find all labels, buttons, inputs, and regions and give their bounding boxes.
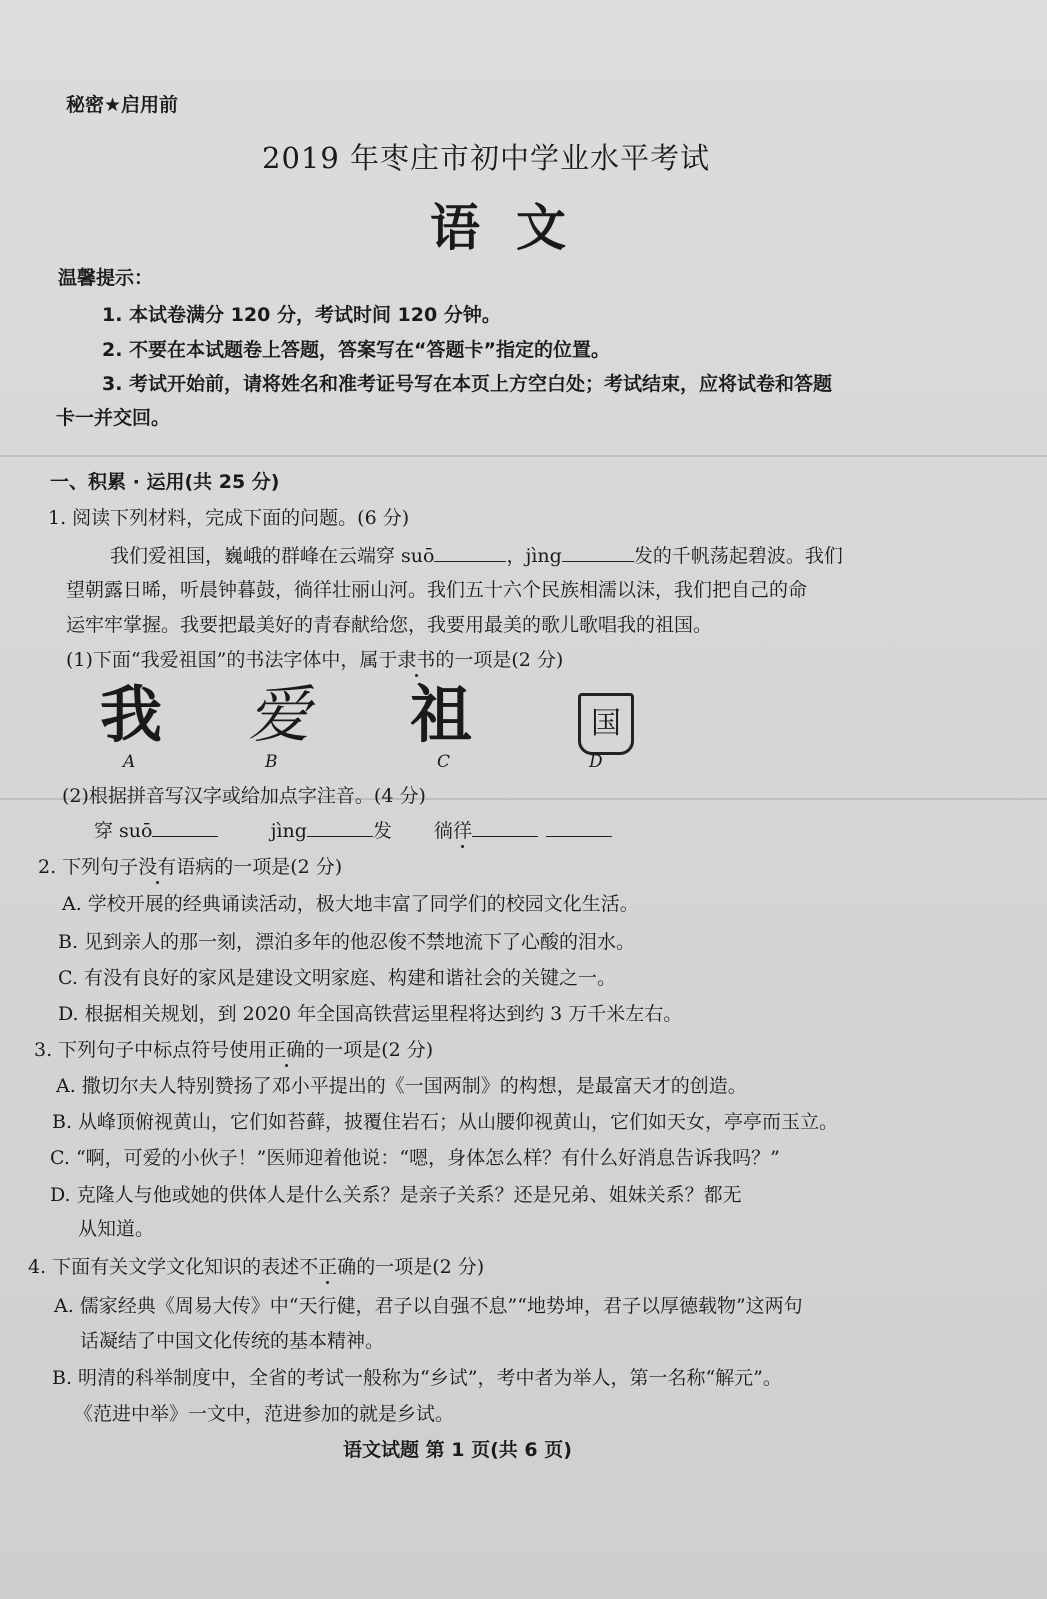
passage-line: 我们爱祖国，巍峨的群峰在云端穿 suō ，jìng 发的千帆荡起碧波。我们	[110, 545, 843, 567]
exam-title: 2019 年枣庄市初中学业水平考试	[262, 141, 711, 175]
passage-line: 运牢牢掌握。我要把最美好的青春献给您，我要用最美的歌儿歌唱我的祖国。	[66, 614, 713, 636]
answer-blank[interactable]	[472, 818, 538, 837]
tip-item: 3. 考试开始前，请将姓名和准考证号写在本页上方空白处；考试结束，应将试卷和答题	[102, 373, 833, 395]
sub-question-1: (1)下面“我爱祖国”的书法字体中，属于隶书的一项是(2 分)	[66, 649, 564, 671]
calligraphy-char-b: 爱	[248, 678, 311, 751]
option: B. 见到亲人的那一刻，漂泊多年的他忍俊不禁地流下了心酸的泪水。	[58, 931, 636, 953]
calligraphy-char-c: 祖	[410, 678, 473, 751]
answer-blank[interactable]	[546, 818, 612, 837]
answer-blank[interactable]	[434, 543, 506, 562]
calligraphy-char-a: 我	[100, 678, 163, 751]
sub-question-2: (2)根据拼音写汉字或给加点字注音。(4 分)	[62, 785, 426, 807]
calligraphy-char-d: 国	[578, 693, 634, 755]
question-1-stem: 1. 阅读下列材料，完成下面的问题。(6 分)	[48, 507, 410, 529]
option: D. 克隆人与他或她的供体人是什么关系？是亲子关系？还是兄弟、姐妹关系？都无	[50, 1184, 742, 1206]
option-letter: A	[123, 752, 136, 772]
option-letter: C	[437, 752, 451, 772]
option-continued: 从知道。	[78, 1218, 155, 1240]
tip-item: 1. 本试卷满分 120 分，考试时间 120 分钟。	[102, 304, 501, 326]
passage-line: 望朝露日晞，听晨钟暮鼓，徜徉壮丽山河。我们五十六个民族相濡以沫，我们把自己的命	[66, 579, 808, 601]
option-continued: 《范进中举》一文中，范进参加的就是乡试。	[74, 1403, 455, 1425]
option: C. “啊，可爱的小伙子！”医师迎着他说：“嗯，身体怎么样？有什么好消息告诉我吗？”	[50, 1147, 780, 1169]
section-heading: 一、积累 · 运用(共 25 分)	[50, 471, 280, 493]
question-2-stem: 2. 下列句子没有语病的一项是(2 分)	[38, 856, 343, 878]
tip-item: 卡一并交回。	[56, 407, 171, 429]
confidential-label: 秘密★启用前	[66, 94, 179, 116]
tip-item: 2. 不要在本试题卷上答题，答案写在“答题卡”指定的位置。	[102, 339, 611, 361]
answer-blank[interactable]	[152, 818, 218, 837]
option: B. 明清的科举制度中，全省的考试一般称为“乡试”，考中者为举人，第一名称“解元”。	[52, 1367, 782, 1389]
option-continued: 话凝结了中国文化传统的基本精神。	[80, 1330, 385, 1352]
answer-blank[interactable]	[562, 543, 634, 562]
subject-title: 语文	[430, 198, 602, 257]
option: A. 学校开展的经典诵读活动，极大地丰富了同学们的校园文化生活。	[62, 893, 639, 915]
question-3-stem: 3. 下列句子中标点符号使用正确的一项是(2 分)	[34, 1039, 434, 1061]
paper-fold-line	[0, 455, 1047, 457]
option: B. 从峰顶俯视黄山，它们如苔藓，披覆住岩石；从山腰仰视黄山，它们如天女，亭亭而玉立。	[52, 1111, 839, 1133]
option: A. 撒切尔夫人特别赞扬了邓小平提出的《一国两制》的构想，是最富天才的创造。	[56, 1075, 747, 1097]
tips-label: 温馨提示：	[58, 267, 154, 289]
page-footer: 语文试题 第 1 页(共 6 页)	[343, 1439, 572, 1461]
pinyin-fill-row: 穿 suō jìng 发 徜徉	[94, 818, 612, 843]
option: A. 儒家经典《周易大传》中“天行健，君子以自强不息”“地势坤，君子以厚德载物”这两句	[54, 1295, 803, 1317]
option: D. 根据相关规划，到 2020 年全国高铁营运里程将达到约 3 万千米左右。	[58, 1003, 683, 1025]
question-4-stem: 4. 下面有关文学文化知识的表述不正确的一项是(2 分)	[28, 1256, 485, 1278]
option: C. 有没有良好的家风是建设文明家庭、构建和谐社会的关键之一。	[58, 967, 616, 989]
option-letter: B	[265, 752, 278, 772]
option-letter: D	[589, 752, 603, 772]
answer-blank[interactable]	[307, 818, 373, 837]
